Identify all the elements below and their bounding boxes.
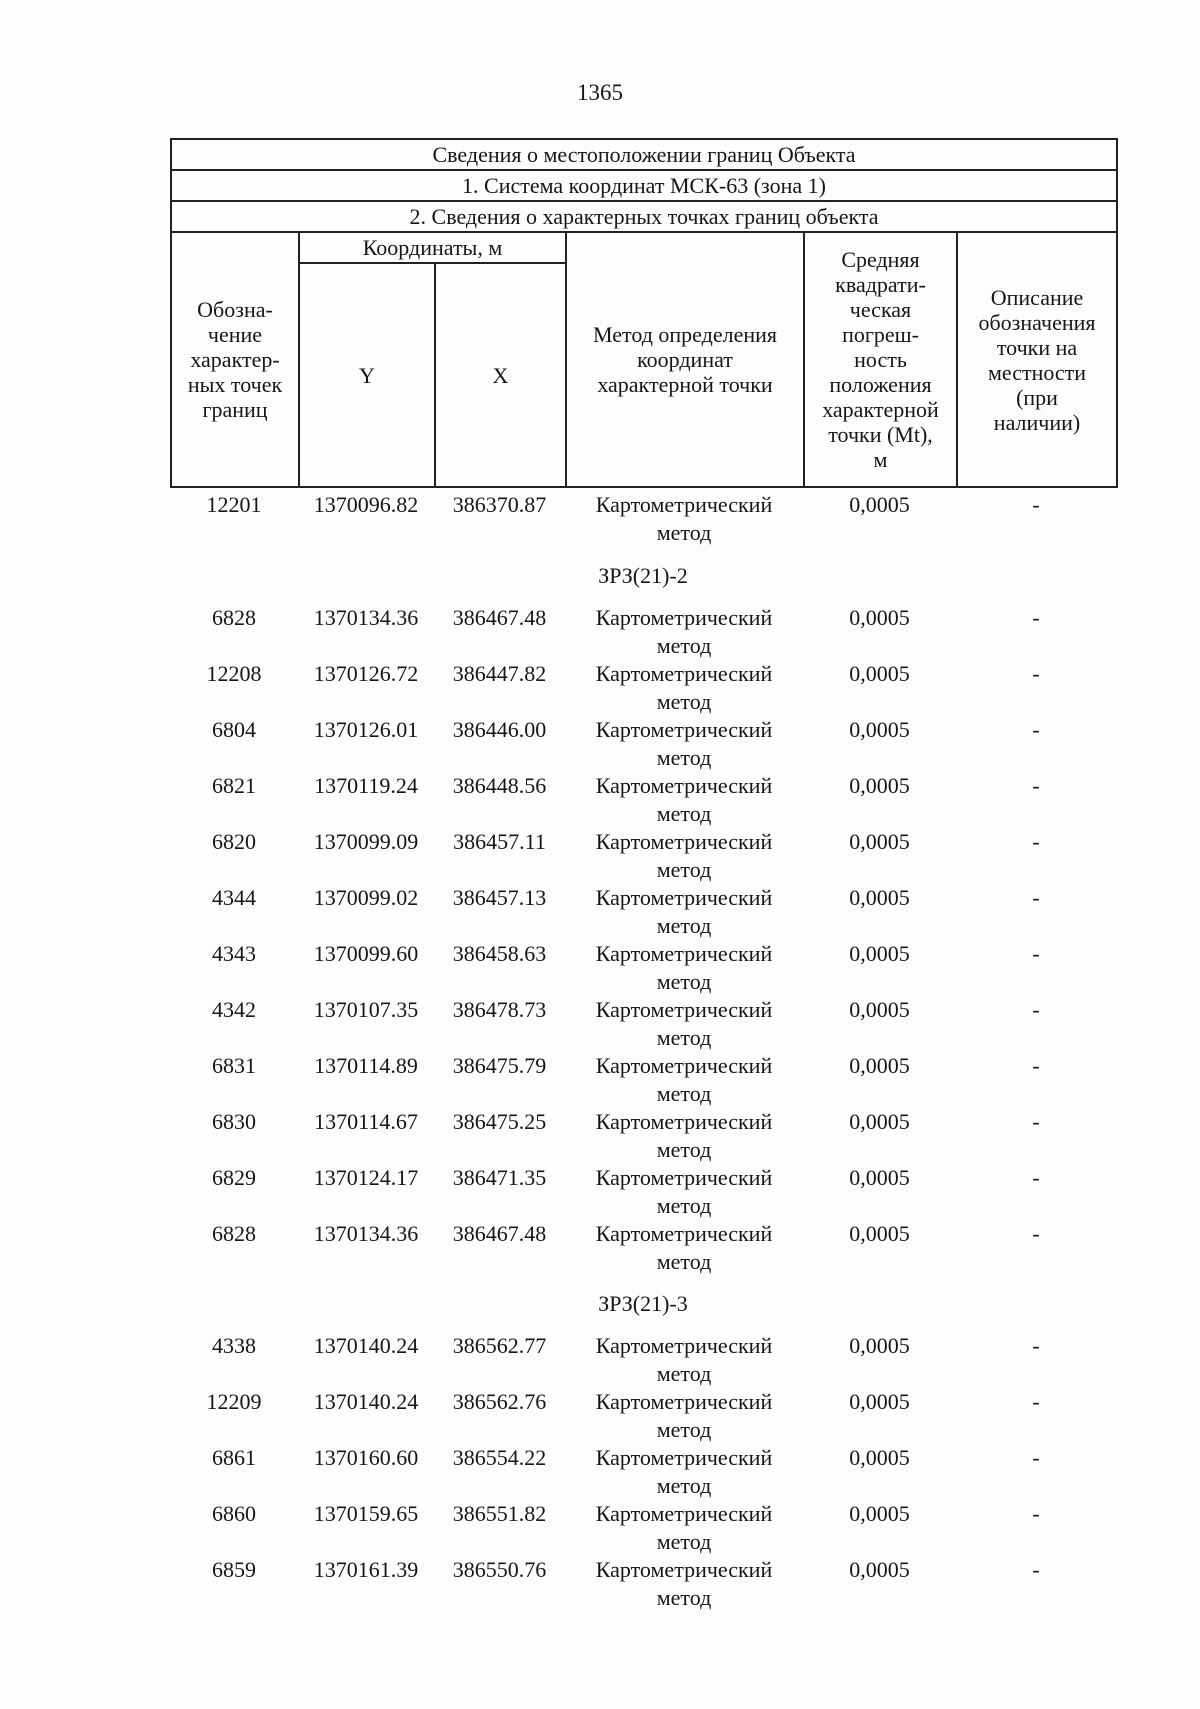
description-cell: - — [1032, 1109, 1040, 1134]
x-coordinate-cell: 386554.22 — [452, 1445, 547, 1470]
header-table — [170, 138, 1118, 488]
method-cell: Картометрический метод — [595, 941, 773, 994]
point-id-cell: 4338 — [212, 1333, 256, 1358]
x-coordinate-cell: 386446.00 — [452, 717, 547, 742]
section-row — [170, 1276, 1116, 1332]
column-header-method: Метод определения координат характерной точки — [566, 232, 804, 487]
accuracy-cell: 0,0005 — [849, 1501, 910, 1526]
description-cell: - — [1032, 605, 1040, 630]
table-row — [170, 1388, 1116, 1444]
table-row — [170, 772, 1116, 828]
table-row — [170, 884, 1116, 940]
accuracy-cell: 0,0005 — [849, 941, 910, 966]
x-coordinate-cell: 386370.87 — [452, 492, 547, 517]
accuracy-cell: 0,0005 — [849, 1445, 910, 1470]
column-header-accuracy: Средняя квадрати- ческая погреш- ность положения характерной точки (Mt), м — [804, 232, 957, 487]
section-row — [170, 548, 1116, 604]
table-row — [170, 1556, 1116, 1612]
y-coordinate-cell: 1370107.35 — [313, 997, 419, 1022]
point-id-cell: 6859 — [212, 1557, 256, 1582]
coordinate-system: 1. Система координат МСК-63 (зона 1) — [171, 170, 1117, 201]
table-row — [170, 660, 1116, 716]
point-id-cell: 6820 — [212, 829, 256, 854]
y-coordinate-cell: 1370140.24 — [313, 1333, 419, 1358]
accuracy-cell: 0,0005 — [849, 1557, 910, 1582]
method-cell: Картометрический метод — [595, 1557, 773, 1610]
x-coordinate-cell: 386467.48 — [452, 1221, 547, 1246]
description-cell: - — [1032, 492, 1040, 517]
point-id-cell: 4344 — [212, 885, 256, 910]
description-cell: - — [1032, 1165, 1040, 1190]
y-coordinate-cell: 1370119.24 — [314, 773, 418, 798]
table-row — [170, 1500, 1116, 1556]
y-coordinate-cell: 1370114.89 — [314, 1053, 418, 1078]
table-row — [170, 828, 1116, 884]
y-coordinate-cell: 1370134.36 — [313, 1221, 419, 1246]
x-coordinate-cell: 386448.56 — [452, 773, 547, 798]
table-row — [170, 1332, 1116, 1388]
accuracy-cell: 0,0005 — [849, 997, 910, 1022]
description-cell: - — [1032, 717, 1040, 742]
y-coordinate-cell: 1370096.82 — [313, 492, 419, 517]
description-cell: - — [1032, 829, 1040, 854]
accuracy-cell: 0,0005 — [849, 717, 910, 742]
section-label: ЗРЗ(21)-3 — [598, 1291, 688, 1316]
y-coordinate-cell: 1370161.39 — [313, 1557, 419, 1582]
point-id-cell: 6804 — [212, 717, 256, 742]
description-cell: - — [1032, 941, 1040, 966]
points-table-body — [170, 491, 1116, 1612]
method-cell: Картометрический метод — [595, 1333, 773, 1386]
accuracy-cell: 0,0005 — [849, 829, 910, 854]
point-id-cell: 6830 — [212, 1109, 256, 1134]
accuracy-cell: 0,0005 — [849, 1053, 910, 1078]
page-number: 1365 — [577, 80, 623, 105]
description-cell: - — [1032, 1221, 1040, 1246]
y-coordinate-cell: 1370099.02 — [313, 885, 419, 910]
description-cell: - — [1032, 885, 1040, 910]
accuracy-cell: 0,0005 — [849, 885, 910, 910]
column-header-coordinates: Координаты, м — [299, 232, 566, 263]
x-coordinate-cell: 386562.76 — [452, 1389, 547, 1414]
method-cell: Картометрический метод — [595, 717, 773, 770]
x-coordinate-cell: 386471.35 — [452, 1165, 547, 1190]
method-cell: Картометрический метод — [595, 605, 773, 658]
method-cell: Картометрический метод — [595, 1501, 773, 1554]
column-header-description: Описание обозначения точки на местности (при наличии) — [957, 232, 1117, 487]
method-cell: Картометрический метод — [595, 492, 773, 545]
points-heading: 2. Сведения о характерных точках границ объекта — [171, 201, 1117, 232]
method-cell: Картометрический метод — [595, 773, 773, 826]
method-cell: Картометрический метод — [595, 1389, 773, 1442]
method-cell: Картометрический метод — [595, 885, 773, 938]
table-row — [170, 1052, 1116, 1108]
point-id-cell: 6861 — [212, 1445, 256, 1470]
description-cell: - — [1032, 661, 1040, 686]
method-cell: Картометрический метод — [595, 1165, 773, 1218]
table-row — [170, 716, 1116, 772]
x-coordinate-cell: 386562.77 — [452, 1333, 547, 1358]
method-cell: Картометрический метод — [595, 1445, 773, 1498]
point-id-cell: 6831 — [212, 1053, 256, 1078]
y-coordinate-cell: 1370099.60 — [313, 941, 419, 966]
point-id-cell: 6829 — [212, 1165, 256, 1190]
y-coordinate-cell: 1370140.24 — [313, 1389, 419, 1414]
description-cell: - — [1032, 1389, 1040, 1414]
table-row — [170, 1164, 1116, 1220]
table-row — [170, 1444, 1116, 1500]
point-id-cell: 4343 — [212, 941, 256, 966]
y-coordinate-cell: 1370160.60 — [313, 1445, 419, 1470]
x-coordinate-cell: 386467.48 — [452, 605, 547, 630]
description-cell: - — [1032, 1501, 1040, 1526]
x-coordinate-cell: 386551.82 — [452, 1501, 547, 1526]
method-cell: Картометрический метод — [595, 1109, 773, 1162]
x-coordinate-cell: 386458.63 — [452, 941, 547, 966]
accuracy-cell: 0,0005 — [849, 773, 910, 798]
method-cell: Картометрический метод — [595, 1221, 773, 1274]
table-title: Сведения о местоположении границ Объекта — [171, 139, 1117, 170]
table-row — [170, 1220, 1116, 1276]
point-id-cell: 6860 — [212, 1501, 256, 1526]
x-coordinate-cell: 386457.13 — [452, 885, 547, 910]
method-cell: Картометрический метод — [595, 829, 773, 882]
table-row — [170, 604, 1116, 660]
accuracy-cell: 0,0005 — [849, 1165, 910, 1190]
x-coordinate-cell: 386478.73 — [452, 997, 547, 1022]
x-coordinate-cell: 386550.76 — [452, 1557, 547, 1582]
description-cell: - — [1032, 997, 1040, 1022]
method-cell: Картометрический метод — [595, 1053, 773, 1106]
y-coordinate-cell: 1370159.65 — [313, 1501, 419, 1526]
accuracy-cell: 0,0005 — [849, 492, 910, 517]
description-cell: - — [1032, 1333, 1040, 1358]
point-id-cell: 12201 — [206, 492, 262, 517]
accuracy-cell: 0,0005 — [849, 1109, 910, 1134]
table-row — [170, 940, 1116, 996]
table-row — [170, 491, 1116, 548]
description-cell: - — [1032, 1557, 1040, 1582]
accuracy-cell: 0,0005 — [849, 661, 910, 686]
description-cell: - — [1032, 1445, 1040, 1470]
method-cell: Картометрический метод — [595, 661, 773, 714]
point-id-cell: 6821 — [212, 773, 256, 798]
points-table — [170, 491, 1116, 1612]
y-coordinate-cell: 1370126.01 — [313, 717, 419, 742]
point-id-cell: 12209 — [206, 1389, 262, 1414]
table-row — [170, 1108, 1116, 1164]
section-label: ЗРЗ(21)-2 — [598, 563, 688, 588]
method-cell: Картометрический метод — [595, 997, 773, 1050]
column-header-id: Обозна- чение характер- ных точек границ — [171, 232, 299, 487]
point-id-cell: 4342 — [212, 997, 256, 1022]
column-header-y: Y — [299, 263, 435, 487]
x-coordinate-cell: 386447.82 — [452, 661, 547, 686]
accuracy-cell: 0,0005 — [849, 605, 910, 630]
x-coordinate-cell: 386457.11 — [453, 829, 546, 854]
description-cell: - — [1032, 773, 1040, 798]
accuracy-cell: 0,0005 — [849, 1389, 910, 1414]
point-id-cell: 6828 — [212, 1221, 256, 1246]
description-cell: - — [1032, 1053, 1040, 1078]
table-row — [170, 996, 1116, 1052]
point-id-cell: 6828 — [212, 605, 256, 630]
point-id-cell: 12208 — [206, 661, 262, 686]
y-coordinate-cell: 1370099.09 — [313, 829, 419, 854]
y-coordinate-cell: 1370114.67 — [314, 1109, 418, 1134]
accuracy-cell: 0,0005 — [849, 1333, 910, 1358]
y-coordinate-cell: 1370124.17 — [313, 1165, 419, 1190]
y-coordinate-cell: 1370134.36 — [313, 605, 419, 630]
accuracy-cell: 0,0005 — [849, 1221, 910, 1246]
column-header-x: X — [435, 263, 566, 487]
x-coordinate-cell: 386475.25 — [452, 1109, 547, 1134]
x-coordinate-cell: 386475.79 — [452, 1053, 547, 1078]
y-coordinate-cell: 1370126.72 — [313, 661, 419, 686]
